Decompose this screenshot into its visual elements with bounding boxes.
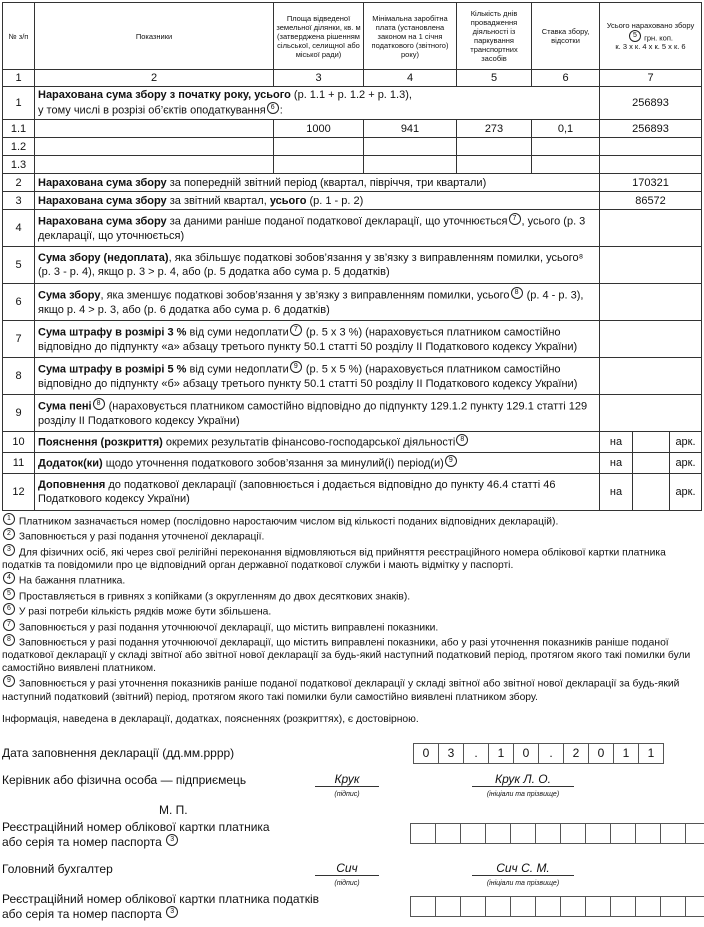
head-name[interactable]: Крук Л. О. xyxy=(472,772,574,787)
table-row xyxy=(3,474,702,511)
confirmation-text: Інформація, наведена в декларації, додатках, поясненнях (розкриттях), є достовірною. xyxy=(2,714,419,725)
stamp-place: М. П. xyxy=(159,803,188,817)
row-label: Сума збору (недоплата), яка збільшує податкові зобов’язання у зв’язку з виправленням помилки, усього⁸ (р. 3 - р. 4), якщо р. 3 > р. 4, або (р. 5 додатка або сума р. 5 додатків) xyxy=(35,247,600,284)
table-row xyxy=(3,156,702,174)
footnote: 5 Проставляється в гривнях з копійками (з округленням до двох десяткових знаків). xyxy=(2,588,702,603)
footnote: 2 Заповнюється у разі подання уточненої декларації. xyxy=(2,528,702,543)
row-total[interactable] xyxy=(600,284,702,321)
col-header-rate: Ставка збору, відсотки xyxy=(532,3,600,70)
accountant-name[interactable]: Сич С. М. xyxy=(472,861,574,876)
row-total[interactable]: 256893 xyxy=(600,120,702,138)
footnotes xyxy=(2,513,702,704)
col-header-total-unit: грн. коп. xyxy=(644,33,673,43)
col-header-total xyxy=(600,3,702,70)
na-label: на xyxy=(600,432,633,453)
col-header-area: Площа відведеної земельної ділянки, кв. м (затверджена рішенням сільської, селищної або міської ради) xyxy=(274,3,364,70)
reg-label: Реєстраційний номер облікової картки платника або серія та номер паспорта 3 xyxy=(2,820,270,849)
table-row xyxy=(3,87,702,120)
row-number: 4 xyxy=(3,210,35,247)
head-signature[interactable]: Крук xyxy=(315,772,379,787)
row-total[interactable]: 86572 xyxy=(600,192,702,210)
footnote: 7 Заповнюється у разі подання уточнюючої декларації, що містить виправлені показники. xyxy=(2,619,702,634)
row-number: 11 xyxy=(3,453,35,474)
sig-caption: (підпис) xyxy=(334,791,360,798)
table-row xyxy=(3,453,702,474)
row-number: 5 xyxy=(3,247,35,284)
col-num: 5 xyxy=(457,70,532,87)
col-num: 2 xyxy=(35,70,274,87)
col-header-number: № з/п xyxy=(3,3,35,70)
area-value[interactable]: 1000 xyxy=(274,120,364,138)
row-label: Додаток(ки) щодо уточнення податкового зобов’язання за минулий(і) період(и) 9 xyxy=(35,453,600,474)
row-label: Сума збору, яка зменшує податкові зобов’язання у зв’язку з виправленням помилки, усього 8 (р. 4 - р. 3), якщо р. 4 > р. 3, або (р. 6 додатка або сума р. 6 додатків) xyxy=(35,284,600,321)
sheets-count[interactable] xyxy=(633,453,670,474)
column-numbers-row xyxy=(3,70,702,87)
row-label: Сума штрафу в розмірі 5 % від суми недоплати 9 (р. 5 х 5 %) (нараховується платником самостійно відповідно до підпункту «б» абзацу третього пункту 50.1 статті 50 розділу II Податкового кодексу України) xyxy=(35,358,600,395)
col-header-indicators: Показники xyxy=(35,3,274,70)
days-value[interactable]: 273 xyxy=(457,120,532,138)
row-label: Пояснення (розкриття) окремих результатів фінансово-господарської діяльності 8 xyxy=(35,432,600,453)
sheets-count[interactable] xyxy=(633,432,670,453)
ark-label: арк. xyxy=(670,453,702,474)
row-number: 2 xyxy=(3,174,35,192)
table-row xyxy=(3,284,702,321)
row-number: 10 xyxy=(3,432,35,453)
row-number: 1.1 xyxy=(3,120,35,138)
accountant-signature[interactable]: Сич xyxy=(315,861,379,876)
footnote: 6 У разі потреби кількість рядків може бути збільшена. xyxy=(2,603,702,618)
declaration-table xyxy=(2,2,702,511)
footnote: 4 На бажання платника. xyxy=(2,572,702,587)
row-total[interactable] xyxy=(600,358,702,395)
sig-caption: (підпис) xyxy=(334,880,360,887)
row-number: 1.2 xyxy=(3,138,35,156)
table-row xyxy=(3,210,702,247)
row-label: Сума пені 8 (нараховується платником самостійно відповідно до підпункту 129.1.2 пункту 129.1 статті 129 розділу II Податкового кодексу України) xyxy=(35,395,600,432)
head-label: Керівник або фізична особа — підприємець xyxy=(2,773,247,787)
row-total[interactable] xyxy=(600,247,702,284)
sheets-count[interactable] xyxy=(633,474,670,511)
footnote-marker: 5 xyxy=(629,30,641,42)
name-caption: (ініціали та прізвище) xyxy=(486,791,560,798)
col-header-total-formula: к. 3 х к. 4 х к. 5 х к. 6 xyxy=(615,42,686,52)
row-label: Нарахована сума збору за даними раніше поданої податкової декларації, що уточнюється 7 , усього (р. 3 декларації, що уточнюється) xyxy=(35,210,600,247)
table-header xyxy=(3,3,702,70)
row-number: 1 xyxy=(3,87,35,120)
row-total[interactable] xyxy=(600,321,702,358)
col-num: 7 xyxy=(600,70,702,87)
row-number: 6 xyxy=(3,284,35,321)
row-label: Сума штрафу в розмірі 3 % від суми недоплати 7 (р. 5 х 3 %) (нараховується платником самостійно відповідно до підпункту «а» абзацу третього пункту 50.1 статті 50 розділу II Податкового кодексу України) xyxy=(35,321,600,358)
table-row xyxy=(3,358,702,395)
wage-value[interactable]: 941 xyxy=(364,120,457,138)
rate-value[interactable]: 0,1 xyxy=(532,120,600,138)
reg2-number-boxes[interactable] xyxy=(410,896,704,917)
date-boxes[interactable]: 0 3 . 1 0 . 2 0 1 1 xyxy=(413,743,663,764)
footnote: 9 Заповнюється у разі уточнення показників раніше поданої податкової декларації у складі звітної або звітної нової декларації за будь-який наступний податковий (звітний) період, протягом якого такі помилки були самостійно виявлені платником збору. xyxy=(2,677,680,703)
table-row xyxy=(3,174,702,192)
col-header-total-title: Усього нараховано збору xyxy=(606,20,695,30)
row-label: Доповнення до податкової декларації (заповнюється і додається відповідно до пункту 46.4 статті 46 Податкового кодексу України) xyxy=(35,474,600,511)
reg-number-boxes[interactable] xyxy=(410,823,704,844)
ark-label: арк. xyxy=(670,432,702,453)
row-number: 7 xyxy=(3,321,35,358)
reg2-label: Реєстраційний номер облікової картки платника податків або серія та номер паспорта 3 xyxy=(2,892,320,921)
ark-label: арк. xyxy=(670,474,702,511)
na-label: на xyxy=(600,474,633,511)
table-row xyxy=(3,432,702,453)
col-num: 1 xyxy=(3,70,35,87)
row-number: 9 xyxy=(3,395,35,432)
row-label: Нарахована сума збору за звітний квартал, усього (р. 1 - р. 2) xyxy=(35,192,600,210)
col-num: 4 xyxy=(364,70,457,87)
row-label: Нарахована сума збору з початку року, усього (р. 1.1 + р. 1.2 + р. 1.3), у тому числі в розрізі об’єктів оподаткування 6 : xyxy=(35,87,600,120)
accountant-label: Головний бухгалтер xyxy=(2,862,113,876)
col-num: 3 xyxy=(274,70,364,87)
footnote: 1 Платником зазначається номер (послідовно наростаючим числом від кількості поданих відповідних декларацій). xyxy=(2,513,702,528)
row-number: 3 xyxy=(3,192,35,210)
row-number: 12 xyxy=(3,474,35,511)
table-row xyxy=(3,321,702,358)
row-number: 8 xyxy=(3,358,35,395)
table-row xyxy=(3,395,702,432)
row-total[interactable]: 256893 xyxy=(600,87,702,120)
row-label xyxy=(35,120,274,138)
footnote: 8 Заповнюється у разі подання уточнюючої декларації, що містить виправлені показники, або у разі уточнення показників раніше поданої податкової декларації у складі звітної або звітної нової декларації за будь-який наступний податковий період, протягом якого такі помилки були самостійно виявлені платником. xyxy=(2,635,691,675)
table-row xyxy=(3,192,702,210)
col-num: 6 xyxy=(532,70,600,87)
row-total[interactable] xyxy=(600,210,702,247)
row-total[interactable] xyxy=(600,395,702,432)
name-caption: (ініціали та прізвище) xyxy=(486,880,560,887)
row-total[interactable]: 170321 xyxy=(600,174,702,192)
col-header-wage: Мінімальна заробітна плата (установлена законом на 1 січня податкового (звітного) року) xyxy=(364,3,457,70)
date-label: Дата заповнення декларації (дд.мм.рррр) xyxy=(2,746,235,760)
na-label: на xyxy=(600,453,633,474)
table-row xyxy=(3,138,702,156)
row-number: 1.3 xyxy=(3,156,35,174)
footnote: 3 Для фізичних осіб, які через свої релігійні переконання відмовляються від прийняття реєстраційного номера облікової картки платника податків та повідомили про це відповідний орган державної податкової служби і мають відмітку у паспорті. xyxy=(2,545,666,572)
col-header-days: Кількість днів провадження діяльності із паркування транспортних засобів xyxy=(457,3,532,70)
table-row xyxy=(3,120,702,138)
row-label: Нарахована сума збору за попередній звітний період (квартал, півріччя, три квартали) xyxy=(35,174,600,192)
table-row xyxy=(3,247,702,284)
